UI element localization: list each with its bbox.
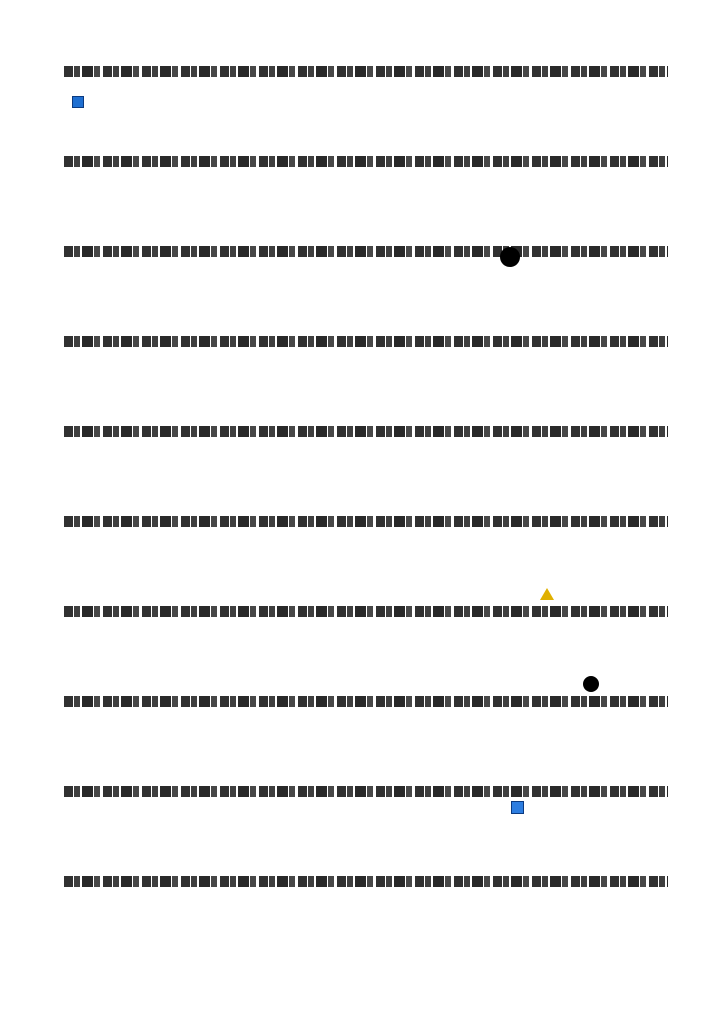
text-line [64,336,668,347]
text-line [64,426,668,437]
unreadable-text-block [64,66,668,964]
warning-icon [540,588,554,600]
blue-square-icon [72,96,84,108]
text-line [64,156,668,167]
text-line [64,516,668,527]
text-line [64,246,668,257]
black-circle-icon [583,676,599,692]
text-line [64,876,668,887]
black-circle-icon [500,247,520,267]
text-line [64,696,668,707]
text-line [64,66,668,77]
blue-square-icon [511,801,524,814]
text-line [64,606,668,617]
text-line [64,786,668,797]
